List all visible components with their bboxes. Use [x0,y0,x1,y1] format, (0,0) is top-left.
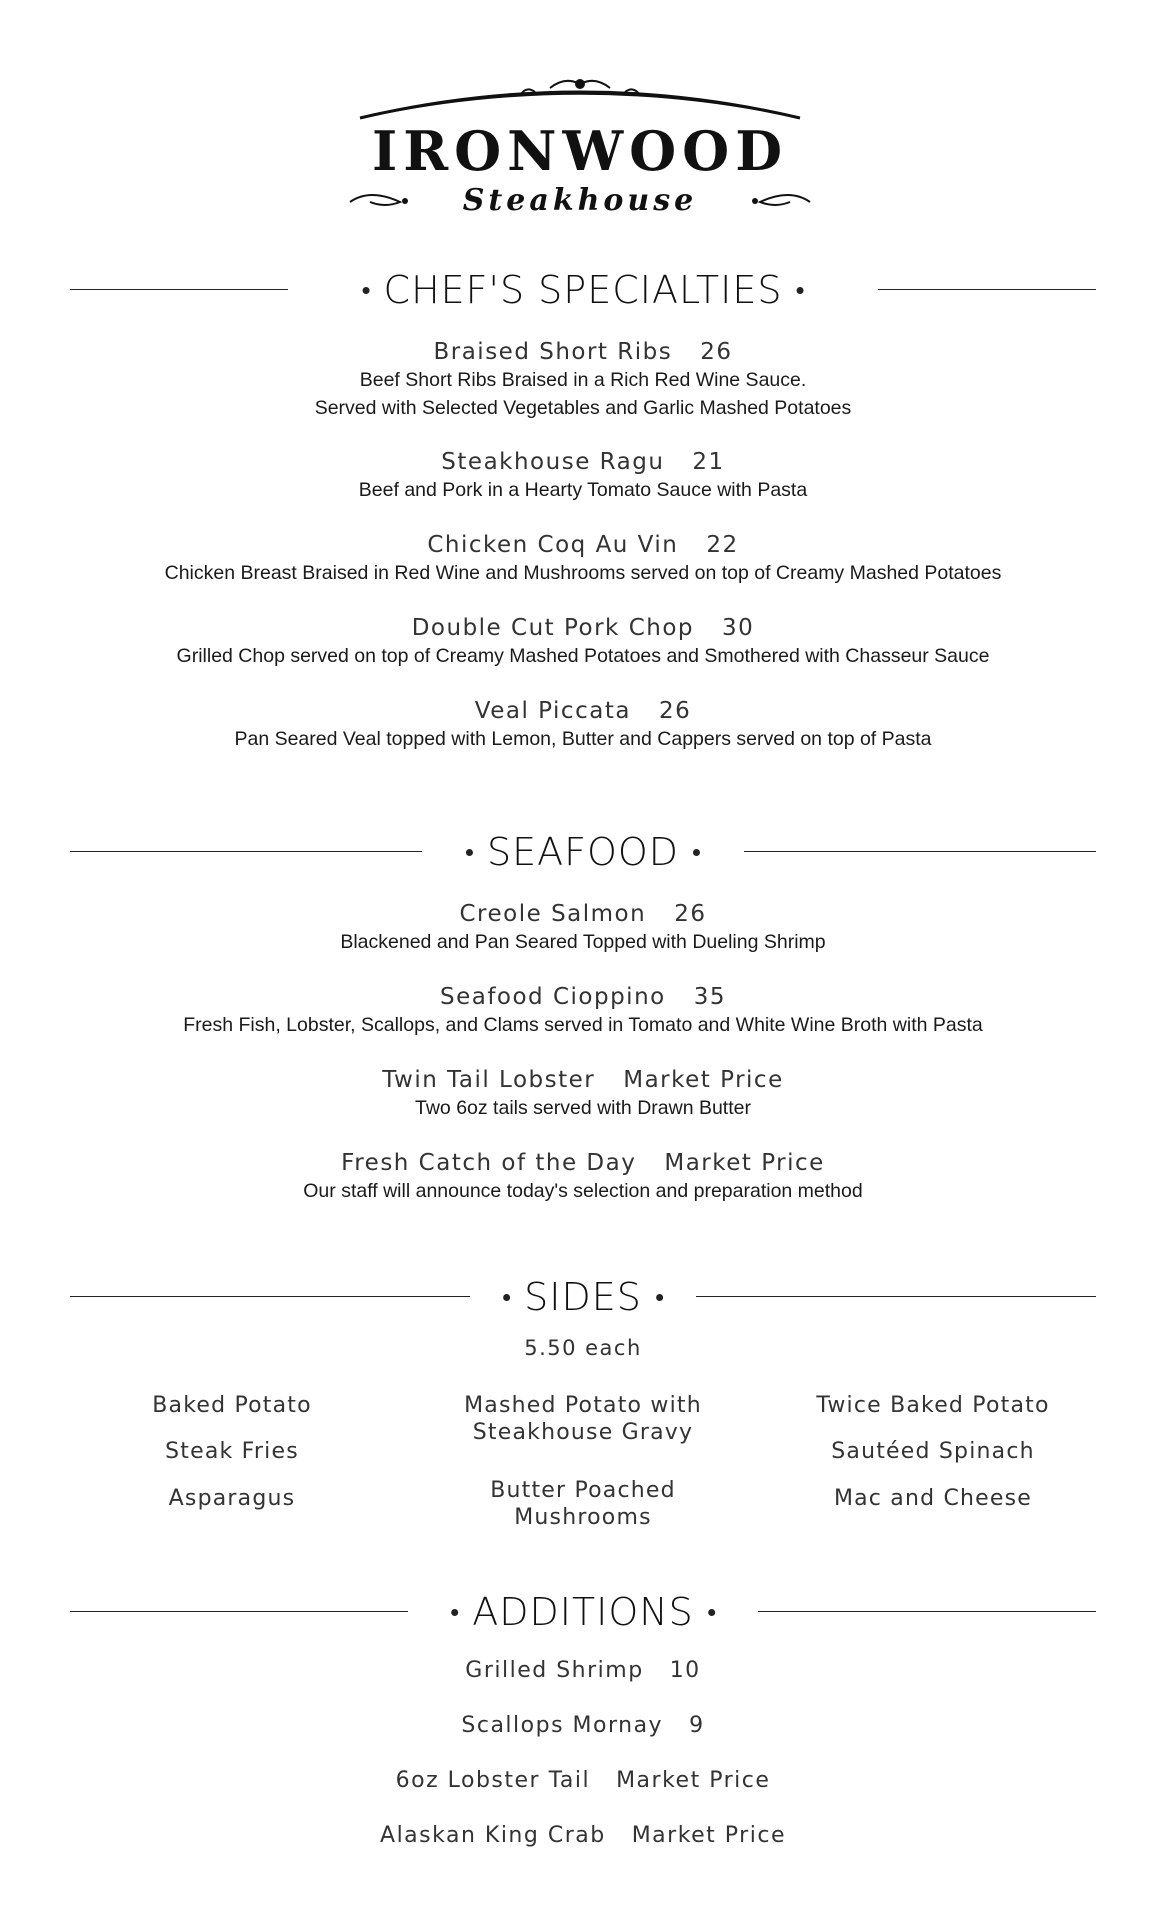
side-item: Mac and Cheese [833,1486,1033,1511]
addition-item [60,1822,1106,1850]
side-item: Asparagus [168,1486,296,1511]
item-name: Seafood Cioppino [439,984,666,1010]
item-name: Scallops Mornay [461,1713,664,1738]
section-title: CHEF'S SPECIALTIES [383,268,783,312]
section-heading-seafood [70,832,1096,872]
item-name: Steakhouse Ragu [441,449,665,475]
menu-item [60,338,1106,422]
menu-item [60,614,1106,670]
section-title: SIDES [524,1275,642,1319]
item-name: Alaskan King Crab [380,1823,606,1848]
addition-item [60,1657,1106,1685]
side-item: Twice Baked Potato [816,1393,1050,1418]
side-item: Steak Fries [165,1439,299,1464]
item-price: 26 [700,339,733,365]
addition-item [60,1767,1106,1795]
item-description: Beef and Pork in a Hearty Tomato Sauce with Pasta [358,479,808,501]
section-heading-specialties [70,270,1096,310]
item-price: 26 [674,901,707,927]
item-description: Pan Seared Veal topped with Lemon, Butter and Cappers served on top of Pasta [234,728,932,750]
item-price: Market Price [664,1150,825,1176]
ironwood-logo [320,70,840,220]
menu-item [60,697,1106,753]
item-price: Market Price [631,1823,786,1848]
item-price: 30 [722,615,755,641]
item-description: Two 6oz tails served with Drawn Butter [415,1097,751,1119]
addition-item [60,1712,1106,1740]
item-name: Creole Salmon [459,901,647,927]
side-item: Baked Potato [152,1393,312,1418]
side-item: Sautéed Spinach [831,1439,1035,1464]
item-price: Market Price [623,1067,784,1093]
item-name: Fresh Catch of the Day [341,1150,637,1176]
item-description: Grilled Chop served on top of Creamy Mashed Potatoes and Smothered with Chasseur Sauce [176,645,990,667]
item-description: Beef Short Ribs Braised in a Rich Red Wine Sauce. [359,369,807,391]
item-price: 9 [689,1713,705,1738]
side-item: Butter Poached Mushrooms [490,1478,676,1530]
menu-item [60,448,1106,504]
item-description: Blackened and Pan Seared Topped with Dueling Shrimp [340,931,826,953]
menu-item [60,983,1106,1039]
item-price: Market Price [616,1768,771,1793]
logo-subtitle: Steakhouse [462,183,698,218]
item-price: 26 [658,698,692,724]
section-heading-sides [70,1277,1096,1317]
item-price: 21 [692,449,725,475]
item-name: Grilled Shrimp [465,1658,644,1683]
sides-column-right [753,1392,1113,1532]
item-name: 6oz Lobster Tail [395,1768,591,1793]
sides-price-note: 5.50 each [524,1336,642,1360]
menu-item [60,900,1106,956]
item-price: 35 [693,984,727,1010]
item-name: Twin Tail Lobster [382,1067,596,1093]
section-title: SEAFOOD [486,830,680,874]
item-name: Double Cut Pork Chop [411,615,694,641]
item-name: Braised Short Ribs [433,339,673,365]
section-heading-additions [70,1592,1096,1632]
logo-name: IRONWOOD [371,119,789,183]
item-description: Our staff will announce today's selection and preparation method [303,1180,863,1202]
menu-item [60,531,1106,587]
item-description: Fresh Fish, Lobster, Scallops, and Clams served in Tomato and White Wine Broth with Pasta [183,1014,983,1036]
item-name: Veal Piccata [474,698,631,724]
item-description: Chicken Breast Braised in Red Wine and Mushrooms served on top of Creamy Mashed Potatoes [164,562,1002,584]
menu-item [60,1149,1106,1205]
menu-item [60,1066,1106,1122]
item-price: 22 [706,532,739,558]
side-item: Mashed Potato with Steakhouse Gravy [464,1393,702,1445]
item-description: Served with Selected Vegetables and Garlic Mashed Potatoes [314,397,852,419]
sides-column-middle [403,1392,763,1542]
section-title: ADDITIONS [472,1590,694,1634]
item-name: Chicken Coq Au Vin [427,532,679,558]
sides-column-left [52,1392,412,1532]
item-price: 10 [669,1658,701,1683]
